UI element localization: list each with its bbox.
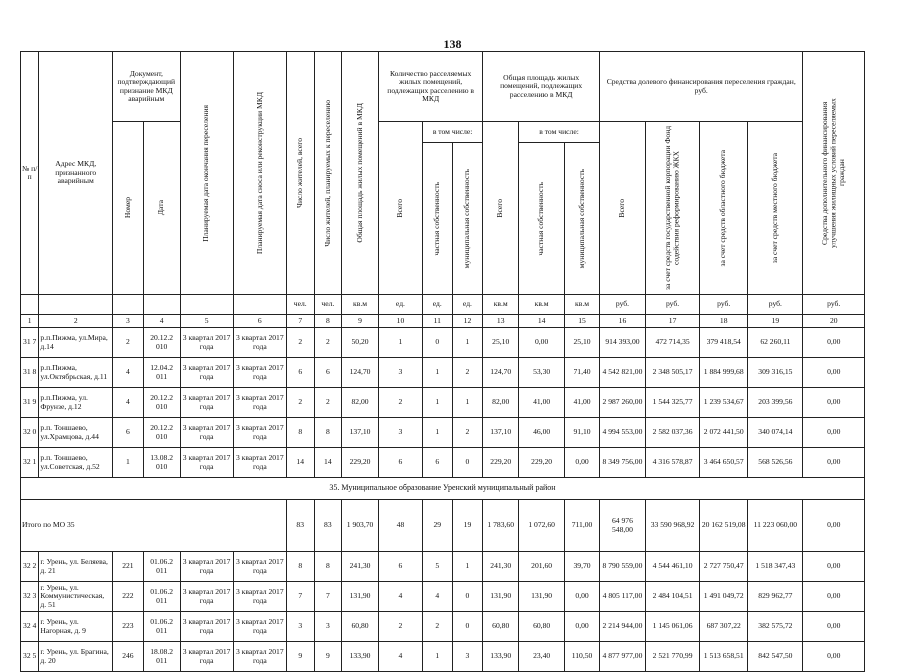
column-number-cell: 15 [565,315,600,328]
table-cell: 1 145 061,06 [645,612,699,642]
table-cell: 60,80 [342,612,379,642]
table-cell: 3 [378,418,422,448]
total-cell: 19 [452,500,483,552]
table-cell: 110,50 [565,642,600,672]
table-cell: 382 575,72 [748,612,803,642]
table-cell: 01.06.2 011 [143,612,180,642]
table-row [21,642,865,672]
header-residents-total: Число жителей, всего [286,52,314,295]
section-title: 35. Муниципальное образование Уренский муниципальный район [21,478,865,500]
table-cell: 0,00 [803,418,865,448]
table-cell: 0,00 [565,582,600,612]
table-cell: 8 [314,418,342,448]
table-cell: 3 квартал 2017 года [233,642,286,672]
unit-cell: кв.м [483,295,519,315]
table-row [21,418,865,448]
table-cell: 1 [378,328,422,358]
resettlement-table-sheet [20,51,885,665]
table-cell: 2 521 770,99 [645,642,699,672]
table-cell: 241,30 [342,552,379,582]
table-cell: 137,10 [483,418,519,448]
column-number-cell: 1 [21,315,39,328]
unit-cell: чел. [314,295,342,315]
table-cell: г. Урень, ул. Беляева, д. 21 [39,552,113,582]
table-row [21,448,865,478]
table-cell: 6 [286,358,314,388]
table-cell: 32 0 [21,418,39,448]
table-cell: 20.12.2 010 [143,388,180,418]
table-cell: 3 [314,612,342,642]
table-cell: 13.08.2 010 [143,448,180,478]
table-cell: 3 квартал 2017 года [180,388,233,418]
header-count-incl: в том числе: [422,122,482,143]
table-cell: 25,10 [565,328,600,358]
table-cell: 2 348 505,17 [645,358,699,388]
column-numbers-row [21,315,865,328]
header-doc-date: Дата [143,122,180,295]
table-cell: 3 квартал 2017 года [180,582,233,612]
table-cell: 0,00 [803,612,865,642]
table-cell: 12.04.2 011 [143,358,180,388]
header-funds-total: Всего [599,122,645,295]
table-cell: 4 805 117,00 [599,582,645,612]
total-row [21,500,865,552]
table-cell: 0,00 [803,582,865,612]
table-cell: 4 994 553,00 [599,418,645,448]
header-funds-regional: за счет средств областного бюджета [700,122,748,295]
table-cell: 203 399,56 [748,388,803,418]
table-cell: 133,90 [342,642,379,672]
unit-cell: руб. [803,295,865,315]
table-cell: 379 418,54 [700,328,748,358]
table-cell: г. Урень, ул. Брагина, д. 20 [39,642,113,672]
header-area-private: частная собственность [519,142,565,294]
table-cell: 2 [286,328,314,358]
table-cell: 3 квартал 2017 года [180,552,233,582]
total-cell: 33 590 968,92 [645,500,699,552]
table-cell: 6 [378,552,422,582]
table-cell: 2 [286,388,314,418]
table-cell: 32 2 [21,552,39,582]
table-cell: 4 877 977,00 [599,642,645,672]
table-cell: 842 547,50 [748,642,803,672]
table-cell: 0,00 [803,358,865,388]
table-body [21,328,865,672]
table-cell: 82,00 [483,388,519,418]
column-number-cell: 11 [422,315,452,328]
table-cell: 2 727 750,47 [700,552,748,582]
table-cell: 1 884 999,68 [700,358,748,388]
table-cell: 0,00 [803,552,865,582]
table-cell: 50,20 [342,328,379,358]
table-cell: 31 8 [21,358,39,388]
table-cell: 8 349 756,00 [599,448,645,478]
table-cell: 6 [113,418,144,448]
column-number-cell: 18 [700,315,748,328]
table-cell: 1 [422,358,452,388]
table-cell: 3 квартал 2017 года [180,328,233,358]
table-cell: 2 484 104,51 [645,582,699,612]
table-cell: 8 [286,552,314,582]
column-number-cell: 7 [286,315,314,328]
table-cell: 246 [113,642,144,672]
page-number: 138 [443,37,462,51]
total-cell: 83 [314,500,342,552]
table-cell: 23,40 [519,642,565,672]
table-cell: 9 [286,642,314,672]
table-cell: 137,10 [342,418,379,448]
table-cell: 0 [452,448,483,478]
table-cell: 46,00 [519,418,565,448]
table-cell: 0 [422,328,452,358]
table-cell: 25,10 [483,328,519,358]
table-cell: 2 [314,328,342,358]
table-cell: 20.12.2 010 [143,328,180,358]
header-doc-number: Номер [113,122,144,295]
table-cell: р.п.Пижма, ул.Мира, д.14 [39,328,113,358]
table-cell: 309 316,15 [748,358,803,388]
header-planned-end: Планируемая дата окончания переселения [180,52,233,295]
table-cell: р.п. Тоншаево, ул.Храмцова, д.44 [39,418,113,448]
table-cell: 32 1 [21,448,39,478]
unit-cell: ед. [378,295,422,315]
total-cell: 0,00 [803,500,865,552]
unit-cell: кв.м [519,295,565,315]
table-cell: 0 [452,612,483,642]
total-cell: 1 903,70 [342,500,379,552]
table-cell: 3 [286,612,314,642]
table-cell: 2 987 260,00 [599,388,645,418]
total-cell: 1 783,60 [483,500,519,552]
table-cell: 223 [113,612,144,642]
table-cell: 3 квартал 2017 года [233,388,286,418]
table-row [21,328,865,358]
table-cell: 4 [378,582,422,612]
table-cell: 6 [314,358,342,388]
total-cell: 1 072,60 [519,500,565,552]
table-cell: 8 [286,418,314,448]
table-cell: 1 544 325,77 [645,388,699,418]
table-cell: 229,20 [483,448,519,478]
table-cell: 124,70 [342,358,379,388]
header-area-group: Общая площадь жилых помещений, подлежащих расселению в МКД [483,52,600,122]
column-number-cell: 9 [342,315,379,328]
table-cell: 1 [422,388,452,418]
table-cell: 0 [452,582,483,612]
total-cell: 29 [422,500,452,552]
table-cell: 0,00 [803,328,865,358]
table-cell: 1 [113,448,144,478]
table-cell: 8 790 559,00 [599,552,645,582]
column-number-cell: 5 [180,315,233,328]
table-cell: 53,30 [519,358,565,388]
table-cell: 32 3 [21,582,39,612]
table-cell: 1 513 658,51 [700,642,748,672]
table-cell: 32 5 [21,642,39,672]
column-number-cell: 8 [314,315,342,328]
section-row [21,478,865,500]
table-cell: 31 9 [21,388,39,418]
header-additional: Средства дополнительного финансирования улучшения жилищных условий переселяемых граждан [803,52,865,295]
table-cell: 201,60 [519,552,565,582]
header-total-area: Общая площадь жилых помещений в МКД [342,52,379,295]
header-area-municipal: муниципальная собственность [565,142,600,294]
table-cell: 131,90 [483,582,519,612]
table-cell: 14 [286,448,314,478]
table-cell: 3 квартал 2017 года [180,642,233,672]
table-cell: 3 квартал 2017 года [233,552,286,582]
units-row [21,295,865,315]
table-cell: 91,10 [565,418,600,448]
total-cell: 64 976 548,00 [599,500,645,552]
table-cell: 01.06.2 011 [143,582,180,612]
table-cell: 133,90 [483,642,519,672]
column-number-cell: 13 [483,315,519,328]
table-cell: 71,40 [565,358,600,388]
table-cell: 2 214 944,00 [599,612,645,642]
table-cell: 568 526,56 [748,448,803,478]
table-cell: 4 [422,582,452,612]
table-cell: 2 [113,328,144,358]
table-cell: 0,00 [565,612,600,642]
table-row [21,552,865,582]
header-area-incl: в том числе: [519,122,600,143]
unit-cell: руб. [645,295,699,315]
table-cell: 221 [113,552,144,582]
table-cell: 3 квартал 2017 года [233,612,286,642]
table-cell: 82,00 [342,388,379,418]
table-cell: г. Урень, ул. Коммунистическая, д. 51 [39,582,113,612]
table-cell: 1 [452,328,483,358]
table-cell: 124,70 [483,358,519,388]
unit-cell: руб. [599,295,645,315]
table-cell: 60,80 [483,612,519,642]
table-cell: 7 [314,582,342,612]
table-cell: 01.06.2 011 [143,552,180,582]
table-cell: 5 [422,552,452,582]
unit-cell: чел. [286,295,314,315]
table-cell: 3 квартал 2017 года [233,358,286,388]
table-cell: 18.08.2 011 [143,642,180,672]
header-funds-local: за счет средств местного бюджета [748,122,803,295]
total-cell: 48 [378,500,422,552]
table-cell: 4 316 578,87 [645,448,699,478]
table-cell: 131,90 [342,582,379,612]
table-cell: 829 962,77 [748,582,803,612]
table-cell: 229,20 [342,448,379,478]
unit-cell: ед. [422,295,452,315]
table-cell: 131,90 [519,582,565,612]
table-cell: г. Урень, ул. Нагорная, д. 9 [39,612,113,642]
total-cell: 83 [286,500,314,552]
table-cell: р.п.Пижма, ул.Октябрьская, д.11 [39,358,113,388]
table-cell: 41,00 [565,388,600,418]
unit-cell: руб. [748,295,803,315]
unit-cell: кв.м [565,295,600,315]
table-cell: 241,30 [483,552,519,582]
table-cell: 2 582 037,36 [645,418,699,448]
table-cell: 2 072 441,50 [700,418,748,448]
header-funds-fund: за счет средств государственной корпорации Фонд содействия реформированию ЖКХ [645,122,699,295]
table-cell: р.п.Пижма, ул. Фрунзе, д.12 [39,388,113,418]
table-cell: 3 квартал 2017 года [180,358,233,388]
table-cell: 6 [378,448,422,478]
total-cell: 20 162 519,08 [700,500,748,552]
table-cell: 3 [378,358,422,388]
table-cell: 1 491 049,72 [700,582,748,612]
table-cell: 1 518 347,43 [748,552,803,582]
table-cell: 9 [314,642,342,672]
table-cell: 8 [314,552,342,582]
column-number-cell: 2 [39,315,113,328]
table-cell: 914 393,00 [599,328,645,358]
column-number-cell: 4 [143,315,180,328]
column-number-cell: 14 [519,315,565,328]
header-residents-planned: Число жителей, планируемых к переселению [314,52,342,295]
total-cell: 11 223 060,00 [748,500,803,552]
table-cell: 4 542 821,00 [599,358,645,388]
table-row [21,612,865,642]
header-count-private: частная собственность [422,142,452,294]
table-cell: 39,70 [565,552,600,582]
resettlement-table [20,51,865,672]
table-cell: 20.12.2 010 [143,418,180,448]
unit-cell: ед. [452,295,483,315]
table-cell: 3 квартал 2017 года [180,418,233,448]
table-cell: 4 544 461,10 [645,552,699,582]
table-cell: р.п. Тоншаево, ул.Советская, д.52 [39,448,113,478]
header-count-group: Количество расселяемых жилых помещений, подлежащих расселению в МКД [378,52,482,122]
header-count-municipal: муниципальная собственность [452,142,483,294]
table-cell: 687 307,22 [700,612,748,642]
unit-cell: руб. [700,295,748,315]
table-cell: 3 квартал 2017 года [233,448,286,478]
header-planned-demolish: Планируемая дата сноса или реконструкции МКД [233,52,286,295]
column-number-cell: 20 [803,315,865,328]
table-cell: 3 [452,642,483,672]
table-cell: 32 4 [21,612,39,642]
table-cell: 1 [452,552,483,582]
header-document: Документ, подтверждающий признание МКД аварийным [113,52,181,122]
column-number-cell: 19 [748,315,803,328]
table-cell: 2 [452,358,483,388]
table-cell: 1 [452,388,483,418]
table-cell: 2 [422,612,452,642]
table-cell: 4 [378,642,422,672]
column-number-cell: 10 [378,315,422,328]
table-cell: 3 464 650,57 [700,448,748,478]
column-number-cell: 16 [599,315,645,328]
table-cell: 3 квартал 2017 года [180,448,233,478]
table-cell: 4 [113,388,144,418]
header-address: Адрес МКД, признанного аварийным [39,52,113,295]
table-cell: 222 [113,582,144,612]
table-cell: 0,00 [803,642,865,672]
column-number-cell: 3 [113,315,144,328]
table-cell: 1 239 534,67 [700,388,748,418]
column-number-cell: 17 [645,315,699,328]
table-cell: 0,00 [803,448,865,478]
table-cell: 31 7 [21,328,39,358]
table-cell: 1 [422,642,452,672]
table-cell: 41,00 [519,388,565,418]
table-cell: 62 260,11 [748,328,803,358]
total-cell: 711,00 [565,500,600,552]
table-cell: 2 [378,612,422,642]
total-label: Итого по МО 35 [21,500,287,552]
header-funds-group: Средства долевого финансирования переселения граждан, руб. [599,52,803,122]
table-cell: 1 [422,418,452,448]
header-num: № п/ п [21,52,39,295]
header-area-total: Всего [483,122,519,295]
table-cell: 472 714,35 [645,328,699,358]
table-row [21,388,865,418]
unit-cell: кв.м [342,295,379,315]
table-cell: 2 [452,418,483,448]
header-count-total: Всего [378,122,422,295]
table-cell: 14 [314,448,342,478]
table-cell: 340 074,14 [748,418,803,448]
table-cell: 0,00 [519,328,565,358]
column-number-cell: 6 [233,315,286,328]
table-cell: 60,80 [519,612,565,642]
table-cell: 7 [286,582,314,612]
table-cell: 3 квартал 2017 года [233,418,286,448]
table-cell: 2 [378,388,422,418]
table-cell: 3 квартал 2017 года [233,582,286,612]
table-cell: 4 [113,358,144,388]
table-cell: 229,20 [519,448,565,478]
column-number-cell: 12 [452,315,483,328]
table-cell: 3 квартал 2017 года [233,328,286,358]
table-row [21,358,865,388]
table-cell: 3 квартал 2017 года [180,612,233,642]
table-cell: 6 [422,448,452,478]
table-row [21,582,865,612]
table-cell: 0,00 [803,388,865,418]
table-cell: 2 [314,388,342,418]
table-cell: 0,00 [565,448,600,478]
